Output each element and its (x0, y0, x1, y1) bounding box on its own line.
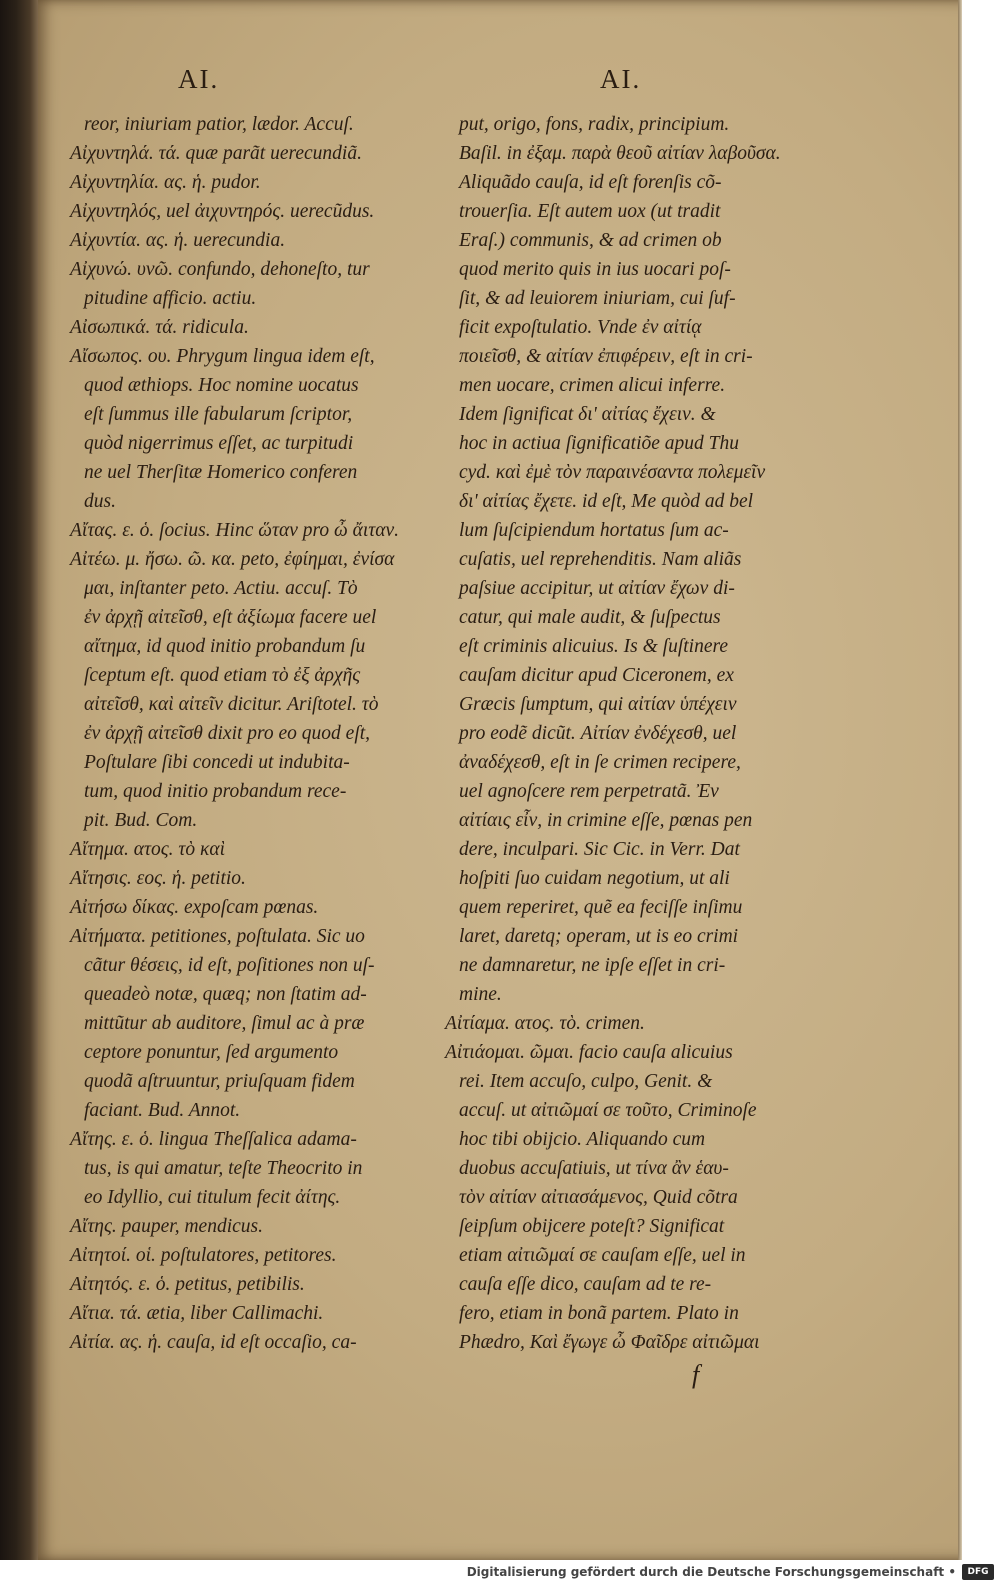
text-line: cyd. καὶ ἐμὲ τὸν παραινέσαντα πολεμεῖν (459, 462, 766, 483)
text-line: Αἴτησις. εος. ἡ. petitio. (70, 868, 246, 889)
text-line: Αἰτίαμα. ατος. τὸ. crimen. (445, 1013, 645, 1034)
text-line: quod æthiops. Hoc nomine uocatus (84, 375, 359, 396)
text-line: cauſam dicitur apud Ciceronem, ex (459, 665, 734, 686)
text-line: Αἰχυνώ. υνῶ. confundo, dehoneſto, tur (70, 259, 370, 280)
text-line: Αἴτας. ε. ὁ. ſocius. Hinc ὥταν pro ὦ ἄιταν. (70, 520, 400, 541)
text-line: eſt criminis alicuius. Is & ſuſtinere (459, 636, 729, 657)
text-line: faciant. Bud. Annot. (84, 1100, 241, 1121)
text-line: ποιεῖσθ, & αἰτίαν ἐπιφέρειν, eſt in cri- (459, 346, 753, 367)
text-line: pitudine afficio. actiu. (84, 288, 257, 309)
text-line: Αἰτία. ας. ἡ. cauſa, id eſt occaſio, ca- (70, 1332, 357, 1353)
text-line: Græcis ſumptum, qui αἰτίαν ὑπέχειν (459, 694, 737, 715)
text-line: Idem ſignificat δι' αἰτίας ἔχειν. & (459, 404, 716, 425)
text-line: Αἴτημα. ατος. τὸ καὶ (70, 839, 226, 860)
text-line: ſceptum eſt. quod etiam τὸ ἐξ ἀρχῆς (84, 665, 361, 686)
text-line: Eraſ.) communis, & ad crimen ob (459, 230, 722, 251)
text-line: αἴτημα, id quod initio probandum ſu (84, 636, 366, 657)
text-line: duobus accuſatiuis, ut τίνα ἂν ἑαυ- (459, 1158, 729, 1179)
text-line: ne uel Therſitæ Homerico conferen (84, 462, 358, 483)
text-line: tus, is qui amatur, teſte Theocrito in (84, 1158, 363, 1179)
text-line: pit. Bud. Com. (84, 810, 198, 831)
text-line: ἀναδέχεσθ, eſt in ſe crimen recipere, (459, 752, 741, 773)
text-line: dus. (84, 491, 116, 512)
text-line: eo Idyllio, cui titulum fecit ἀίτης. (84, 1187, 341, 1208)
text-line: put, origo, fons, radix, principium. (459, 114, 730, 135)
text-line: eſt ſummus ille fabularum ſcriptor, (84, 404, 353, 425)
text-line: Αἰχυντηλά. τά. quæ parãt uerecundiã. (70, 143, 362, 164)
text-line: lum ſuſcipiendum hortatus ſum ac- (459, 520, 729, 541)
text-line: ἐν ἀρχῇ αἰτεῖσθ dixit pro eo quod eſt, (84, 723, 371, 744)
text-line: reor, iniuriam patior, lædor. Accuſ. (84, 114, 354, 135)
text-line: uel agnoſcere rem perpetratã. Ἐν (459, 781, 719, 802)
text-line: δι' αἰτίας ἔχετε. id eſt, Me quòd ad bel (459, 491, 754, 512)
text-line: Αἰτέω. μ. ἤσω. ῶ. κα. peto, ἐφίημαι, ἐνίσα (70, 549, 395, 570)
text-line: trouerſia. Eſt autem uox (ut tradit (459, 201, 721, 222)
text-line: quod merito quis in ius uocari poſ- (459, 259, 731, 280)
text-line: αἰτεῖσθ, καὶ αἰτεῖν dicitur. Ariſtotel. τὸ (84, 694, 379, 715)
text-line: Αἴτης. ε. ὁ. lingua Theſſalica adama- (70, 1129, 357, 1150)
text-line: laret, daretq; operam, ut is eo crimi (459, 926, 739, 947)
text-line: queadeò notæ, quæq; non ſtatim ad- (84, 984, 367, 1005)
running-head-right: AI. (600, 64, 642, 94)
text-line: Αἰχυντηλός, uel ἀιχυντηρός. uerecũdus. (70, 201, 375, 222)
text-line: Αἰτητός. ε. ὁ. petitus, petibilis. (70, 1274, 305, 1295)
text-line: Phædro, Καὶ ἔγωγε ὦ Φαῖδρε αἰτιῶμαι (459, 1332, 760, 1353)
text-line: pro eodẽ dicũt. Αἰτίαν ἐνδέχεσθ, uel (459, 723, 737, 744)
text-line: ſit, & ad leuiorem iniuriam, cui ſuf- (459, 288, 736, 309)
text-line: Αἰτήσω δίκας. expoſcam pœnas. (70, 897, 319, 918)
footer-credit: Digitalisierung gefördert durch die Deutsche Forschungsgemeinschaft • (466, 1565, 956, 1579)
text-line: accuſ. ut αἰτιῶμαί σε τοῦτο, Criminoſe (459, 1100, 757, 1121)
dfg-logo: DFG (962, 1564, 994, 1580)
text-line: Αἰχυντία. ας. ἡ. uerecundia. (70, 230, 286, 251)
text-line: rei. Item accuſo, culpo, Genit. & (459, 1071, 713, 1092)
text-line: ſeipſum obijcere poteſt? Significat (459, 1216, 725, 1237)
text-line: cuſatis, uel reprehenditis. Nam aliãs (459, 549, 742, 570)
text-line: Αἴσωπος. ου. Phrygum lingua idem eſt, (70, 346, 375, 367)
text-line: Αἰχυντηλία. ας. ἡ. pudor. (70, 172, 261, 193)
text-line: ceptore ponuntur, ſed argumento (84, 1042, 339, 1063)
text-line: ne damnaretur, ne ipſe eſſet in cri- (459, 955, 726, 976)
text-line: Αἰτιάομαι. ῶμαι. facio cauſa alicuius (445, 1042, 733, 1063)
text-line: ficit expoſtulatio. Vnde ἐν αἰτίᾳ (459, 317, 702, 338)
text-line: hoſpiti ſuo cuidam negotium, ut ali (459, 868, 730, 889)
text-line: men uocare, crimen alicui inferre. (459, 375, 726, 396)
text-line: hoc tibi obijcio. Aliquando cum (459, 1129, 706, 1150)
text-line: Αἴτης. pauper, mendicus. (70, 1216, 264, 1237)
text-line: αἰτίαις εἶν, in crimine eſſe, pœnas pen (459, 810, 753, 831)
text-line: tum, quod initio probandum rece- (84, 781, 347, 802)
book-binding-edge (0, 0, 40, 1560)
text-line: fero, etiam in bonã partem. Plato in (459, 1303, 739, 1324)
text-line: etiam αἰτιῶμαί σε cauſam eſſe, uel in (459, 1245, 746, 1266)
text-line: mine. (459, 984, 502, 1005)
text-line: quodã aſtruuntur, priuſquam fidem (84, 1071, 355, 1092)
text-line: quòd nigerrimus eſſet, ac turpitudi (84, 433, 354, 454)
text-line: Poſtulare ſibi concedi ut indubita- (84, 752, 350, 773)
text-line: τὸν αἰτίαν αἰτιασάμενος, Quid cõtra (459, 1187, 738, 1208)
text-line: Αἰτητοί. οἱ. poſtulatores, petitores. (70, 1245, 337, 1266)
text-line: dere, inculpari. Sic Cic. in Verr. Dat (459, 839, 740, 860)
text-line: Baſil. in ἐξαμ. παρὰ θεοῦ αἰτίαν λαβοῦσα. (459, 143, 781, 164)
text-line: Αἰτήματα. petitiones, poſtulata. Sic uo (70, 926, 365, 947)
text-line: cãtur θέσεις, id eſt, poſitiones non uſ- (84, 955, 375, 976)
text-line: catur, qui male audit, & ſuſpectus (459, 607, 721, 628)
text-line: mittũtur ab auditore, ſimul ac à præ (84, 1013, 365, 1034)
text-line: Aliquãdo cauſa, id eſt forenſis cõ- (459, 172, 722, 193)
running-head-left: AI. (178, 64, 220, 94)
text-line: μαι, inſtanter peto. Actiu. accuſ. Τὸ (84, 578, 358, 599)
text-line: ἐν ἀρχῇ αἰτεῖσθ, eſt ἀξίωμα facere uel (84, 607, 377, 628)
text-line: cauſa eſſe dico, cauſam ad te re- (459, 1274, 712, 1295)
text-line: paſsiue accipitur, ut αἰτίαν ἔχων di- (459, 578, 735, 599)
text-line: Αἰσωπικά. τά. ridicula. (70, 317, 249, 338)
scan-margin (962, 0, 1000, 1560)
text-line: Αἴτια. τά. ætia, liber Callimachi. (70, 1303, 324, 1324)
text-line: quem reperiret, quẽ ea feciſſe inſimu (459, 897, 743, 918)
catchword: f (692, 1360, 700, 1389)
text-line: hoc in actiua ſignificatiõe apud Thu (459, 433, 740, 454)
